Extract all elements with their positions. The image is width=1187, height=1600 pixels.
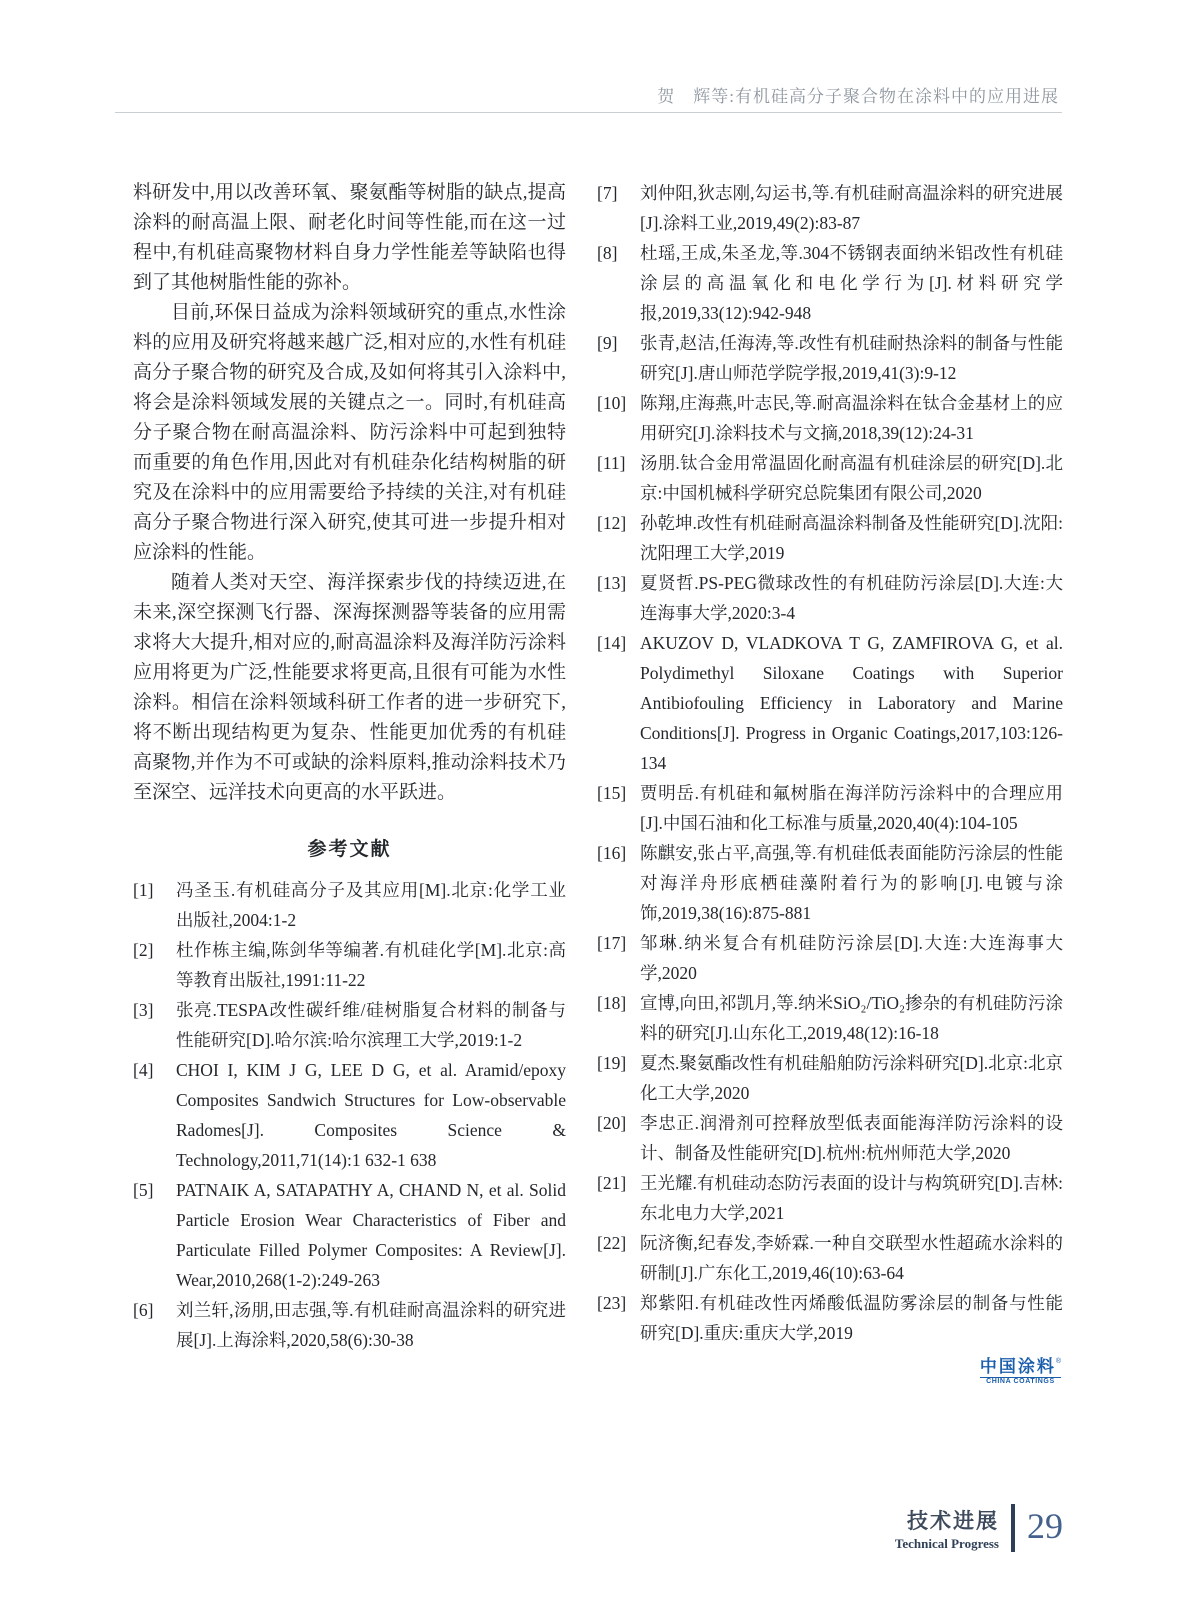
footer-section-en: Technical Progress — [894, 1535, 999, 1551]
reference-number: [9] — [597, 333, 618, 353]
reference-text: 邹琳.纳米复合有机硅防污涂层[D].大连:大连海事大学,2020 — [640, 933, 1063, 983]
reference-item — [597, 1228, 1063, 1288]
logo-name-cn: 中国涂料 — [979, 1357, 1056, 1376]
reference-number: [2] — [133, 940, 154, 960]
page-number: 29 — [1027, 1506, 1063, 1546]
reference-number: [14] — [597, 633, 627, 653]
references-heading: 参考文献 — [307, 839, 392, 860]
reference-number: [17] — [597, 933, 627, 953]
reference-number: [15] — [597, 783, 627, 803]
reference-text: 陈翔,庄海燕,叶志民,等.耐高温涂料在钛合金基材上的应用研究[J].涂料技术与文摘,2018,39(12):24-31 — [640, 393, 1063, 443]
reference-text: PATNAIK A, SATAPATHY A, CHAND N, et al. Solid Particle Erosion Wear Characteristics of Fiber and Particulate Filled Polymer Composites: A Review[J]. Wear,2010,268(1-2):249-263 — [176, 1180, 566, 1290]
reference-text: 冯圣玉.有机硅高分子及其应用[M].北京:化学工业出版社,2004:1-2 — [176, 880, 566, 930]
reference-item — [133, 935, 566, 995]
reference-number: [21] — [597, 1173, 627, 1193]
reference-text: 刘兰轩,汤朋,田志强,等.有机硅耐高温涂料的研究进展[J].上海涂料,2020,58(6):30-38 — [176, 1300, 566, 1350]
reference-number: [4] — [133, 1060, 154, 1080]
reference-list-left — [133, 875, 566, 1355]
reference-text: 刘仲阳,狄志刚,勾运书,等.有机硅耐高温涂料的研究进展[J].涂料工业,2019,49(2):83-87 — [640, 183, 1063, 233]
body-paragraph-2: 目前,环保日益成为涂料领域研究的重点,水性涂料的应用及研究将越来越广泛,相对应的,水性有机硅高分子聚合物的研究及合成,及如何将其引入涂料中,将会是涂料领域发展的关键点之一。同时,有机硅高分子聚合物在耐高温涂料、防污涂料中可起到独特而重要的角色作用,因此对有机硅杂化结构树脂的研究及在涂料中的应用需要给予持续的关注,对有机硅高分子聚合物进行深入研究,使其可进一步提升相对应涂料的性能。 — [133, 302, 566, 563]
logo-name-en: CHINA COATINGS — [980, 1377, 1061, 1385]
reference-item — [133, 1055, 566, 1175]
header-rule — [115, 112, 1062, 113]
reference-list-right — [597, 178, 1063, 1348]
reference-text: 杜作栋主编,陈剑华等编著.有机硅化学[M].北京:高等教育出版社,1991:11-22 — [176, 940, 566, 990]
reference-item — [133, 1175, 566, 1295]
reference-number: [20] — [597, 1113, 627, 1133]
reference-text: 宣博,向田,祁凯月,等.纳米SiO₂/TiO₂掺杂的有机硅防污涂料的研究[J].山东化工,2019,48(12):16-18 — [640, 993, 1063, 1043]
reference-number: [13] — [597, 573, 627, 593]
trademark-icon: ® — [1055, 1358, 1061, 1365]
reference-number: [19] — [597, 1053, 627, 1073]
reference-item — [597, 838, 1063, 928]
reference-item — [597, 1048, 1063, 1108]
reference-item — [597, 1288, 1063, 1348]
reference-number: [7] — [597, 183, 618, 203]
reference-text: 陈麒安,张占平,高强,等.有机硅低表面能防污涂层的性能对海洋舟形底栖硅藻附着行为的影响[J].电镀与涂饰,2019,38(16):875-881 — [640, 843, 1063, 923]
reference-item — [597, 988, 1063, 1048]
footer-section-label — [895, 1505, 999, 1552]
reference-item — [597, 628, 1063, 778]
reference-text: 张亮.TESPA改性碳纤维/硅树脂复合材料的制备与性能研究[D].哈尔滨:哈尔滨理工大学,2019:1-2 — [176, 1000, 566, 1050]
reference-text: 李忠正.润滑剂可控释放型低表面能海洋防污涂料的设计、制备及性能研究[D].杭州:杭州师范大学,2020 — [640, 1113, 1063, 1163]
reference-text: 夏杰.聚氨酯改性有机硅船舶防污涂料研究[D].北京:北京化工大学,2020 — [640, 1053, 1063, 1103]
reference-text: 阮济衡,纪春发,李娇霖.一种自交联型水性超疏水涂料的研制[J].广东化工,2019,46(10):63-64 — [640, 1233, 1063, 1283]
reference-item — [597, 1168, 1063, 1228]
reference-number: [12] — [597, 513, 627, 533]
footer-divider — [1011, 1504, 1015, 1552]
reference-text: 孙乾坤.改性有机硅耐高温涂料制备及性能研究[D].沈阳:沈阳理工大学,2019 — [640, 513, 1063, 563]
running-header — [657, 82, 1059, 107]
reference-number: [5] — [133, 1180, 154, 1200]
reference-number: [8] — [597, 243, 618, 263]
logo-wordmark — [980, 1358, 1061, 1385]
reference-text: 汤朋.钛合金用常温固化耐高温有机硅涂层的研究[D].北京:中国机械科学研究总院集团有限公司,2020 — [640, 453, 1063, 503]
reference-text: 王光耀.有机硅动态防污表面的设计与构筑研究[D].吉林:东北电力大学,2021 — [640, 1173, 1063, 1223]
reference-item — [597, 928, 1063, 988]
reference-text: 张青,赵洁,任海涛,等.改性有机硅耐热涂料的制备与性能研究[J].唐山师范学院学报,2019,41(3):9-12 — [640, 333, 1063, 383]
reference-text: 杜瑶,王成,朱圣龙,等.304不锈钢表面纳米铝改性有机硅涂层的高温氧化和电化学行为[J].材料研究学报,2019,33(12):942-948 — [640, 243, 1063, 323]
reference-item — [597, 508, 1063, 568]
reference-item — [597, 778, 1063, 838]
reference-number: [18] — [597, 993, 627, 1013]
reference-item — [597, 1108, 1063, 1168]
reference-item — [597, 448, 1063, 508]
reference-item — [597, 238, 1063, 328]
running-title: 贺 辉等:有机硅高分子聚合物在涂料中的应用进展 — [657, 87, 1059, 106]
reference-text: AKUZOV D, VLADKOVA T G, ZAMFIROVA G, et al. Polydimethyl Siloxane Coatings with Superior Antibiofouling Efficiency in Laboratory and Marine Conditions[J]. Progress in Organic Coatings,2017,103:126-134 — [640, 633, 1063, 773]
page-footer — [895, 1504, 1063, 1552]
reference-number: [11] — [597, 453, 626, 473]
reference-item — [133, 1295, 566, 1355]
left-column — [133, 178, 566, 1355]
footer-section-cn: 技术进展 — [907, 1509, 999, 1533]
reference-item — [597, 568, 1063, 628]
reference-item — [133, 995, 566, 1055]
reference-number: [16] — [597, 843, 627, 863]
content-columns — [133, 178, 1063, 1388]
reference-number: [23] — [597, 1293, 627, 1313]
reference-text: 夏贤哲.PS-PEG微球改性的有机硅防污涂层[D].大连:大连海事大学,2020:3-4 — [640, 573, 1063, 623]
reference-number: [22] — [597, 1233, 627, 1253]
reference-item — [597, 178, 1063, 238]
reference-item — [597, 388, 1063, 448]
right-column — [597, 178, 1063, 1388]
reference-number: [1] — [133, 880, 154, 900]
reference-item — [133, 875, 566, 935]
china-coatings-logo — [597, 1358, 1063, 1388]
reference-text: 贾明岳.有机硅和氟树脂在海洋防污涂料中的合理应用[J].中国石油和化工标准与质量,2020,40(4):104-105 — [640, 783, 1063, 833]
reference-number: [10] — [597, 393, 627, 413]
body-paragraph-1: 料研发中,用以改善环氧、聚氨酯等树脂的缺点,提高涂料的耐高温上限、耐老化时间等性能,而在这一过程中,有机硅高聚物材料自身力学性能差等缺陷也得到了其他树脂性能的弥补。 — [133, 182, 566, 293]
reference-text: 郑紫阳.有机硅改性丙烯酸低温防雾涂层的制备与性能研究[D].重庆:重庆大学,2019 — [640, 1293, 1063, 1343]
body-paragraph-3: 随着人类对天空、海洋探索步伐的持续迈进,在未来,深空探测飞行器、深海探测器等装备的应用需求将大大提升,相对应的,耐高温涂料及海洋防污涂料应用将更为广泛,性能要求将更高,且很有可能为水性涂料。相信在涂料领域科研工作者的进一步研究下,将不断出现结构更为复杂、性能更加优秀的有机硅高聚物,并作为不可或缺的涂料原料,推动涂料技术乃至深空、远洋技术向更高的水平跃进。 — [133, 572, 566, 803]
reference-number: [3] — [133, 1000, 154, 1020]
reference-text: CHOI I, KIM J G, LEE D G, et al. Aramid/epoxy Composites Sandwich Structures for Low-observable Radomes[J]. Composites Science & Technology,2011,71(14):1 632-1 638 — [176, 1060, 566, 1170]
reference-item — [597, 328, 1063, 388]
reference-number: [6] — [133, 1300, 154, 1320]
